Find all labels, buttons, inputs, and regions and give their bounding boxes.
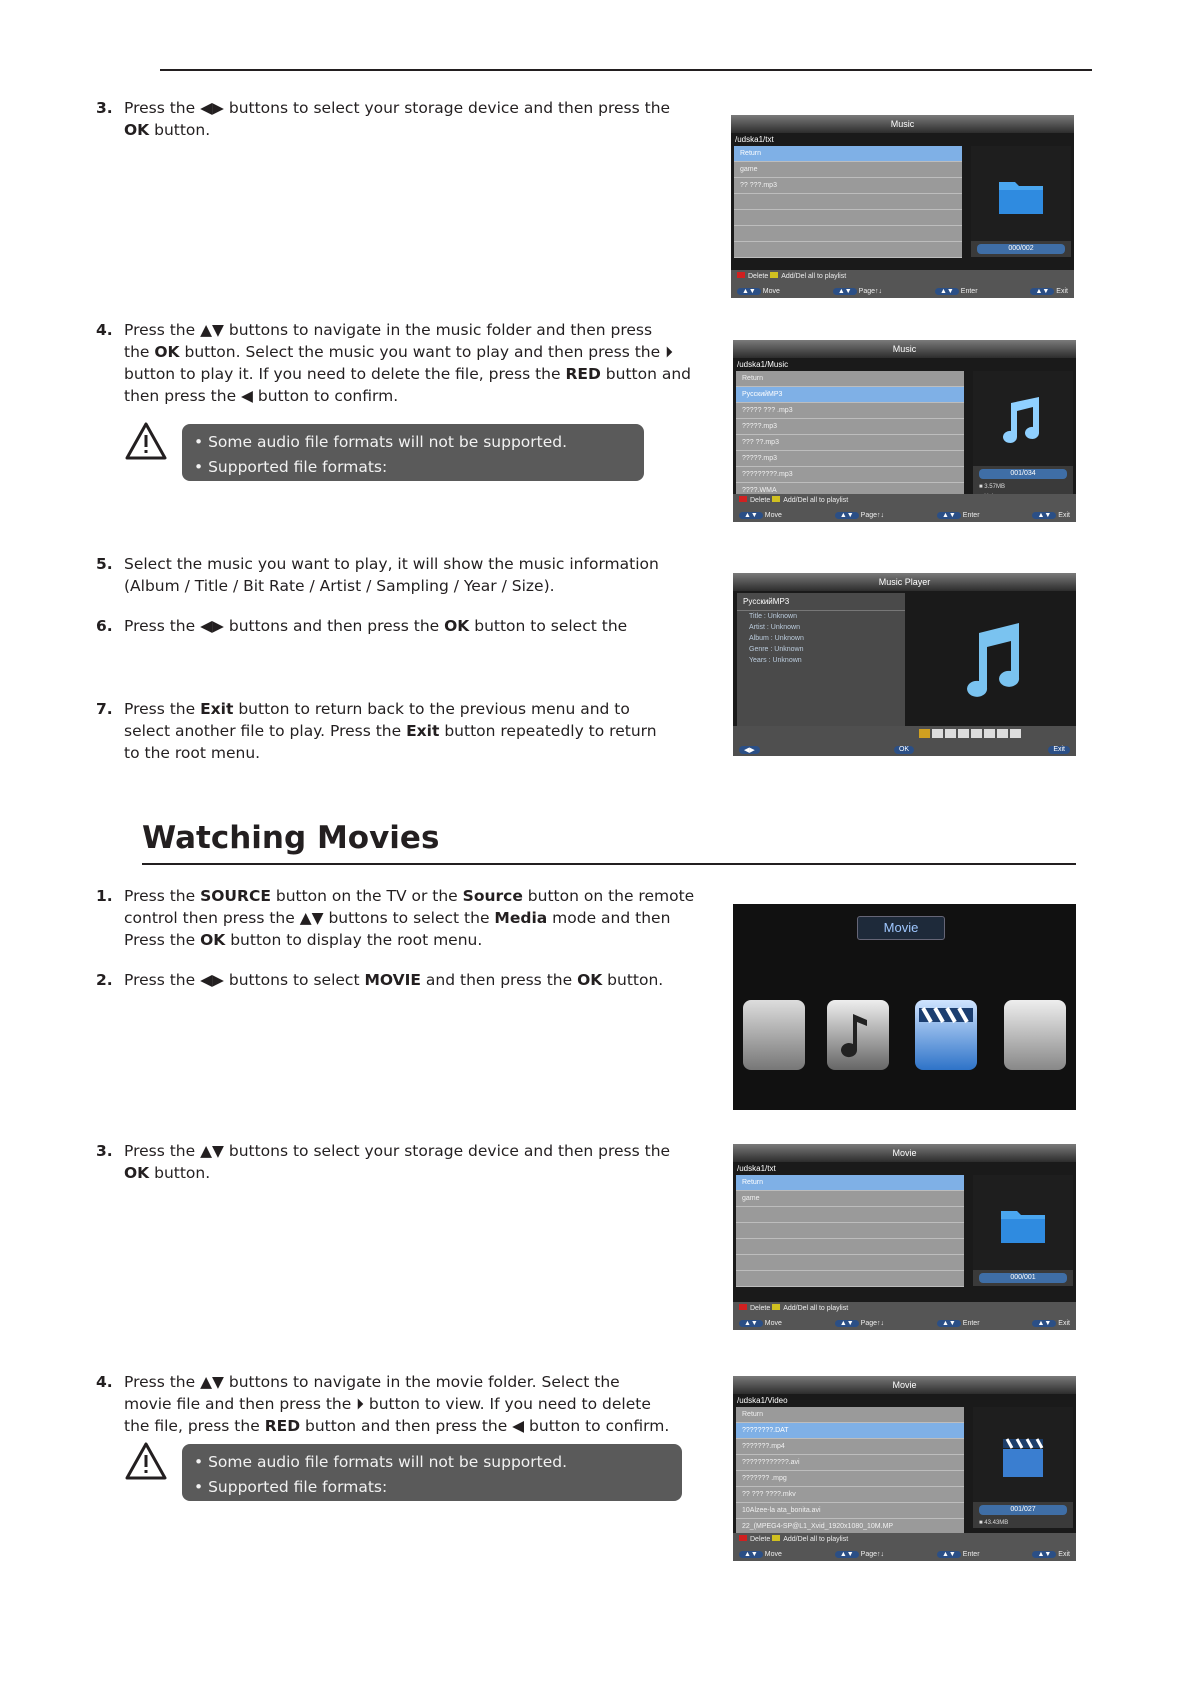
step-number: 3. — [96, 1142, 113, 1160]
file-info: ■ 3.57MB — [979, 484, 1005, 490]
step-text: Press the Exit button to return back to the previous menu and to select another file to play. Press the Exit button repeatedly to return to the root menu. — [124, 700, 657, 762]
media-menu-screenshot — [733, 904, 1076, 1110]
help-key: ▲▼ Move — [739, 1551, 782, 1558]
note-box-movie — [182, 1444, 682, 1501]
file-row: Return — [736, 1407, 964, 1423]
step-number: 1. — [96, 887, 113, 905]
help-key: ▲▼ Page↑↓ — [835, 1551, 884, 1558]
track-field: Genre : Unknown — [749, 646, 804, 653]
music-icon — [827, 1000, 889, 1070]
help-bar — [733, 494, 1076, 522]
movie-browser-screenshot-2 — [733, 1376, 1076, 1561]
preview-thumbnail — [973, 371, 1073, 466]
player-title: Music Player — [733, 573, 1076, 591]
movie-icon — [915, 1000, 977, 1070]
step-number: 2. — [96, 971, 113, 989]
file-row: game — [734, 162, 962, 178]
step-text: Press the SOURCE button on the TV or the Source button on the remote control then press the ▲▼ buttons to select the Media mode and then Press the OK button to display the root menu. — [124, 887, 695, 949]
pause-icon — [919, 729, 930, 738]
file-row — [734, 194, 962, 210]
note-line: • Supported file formats: — [194, 1478, 388, 1496]
help-keys — [739, 512, 1070, 519]
step-text: Press the ▲▼ buttons to select your storage device and then press the OK button. — [124, 1142, 671, 1182]
music-browser-screenshot-2 — [733, 340, 1076, 522]
help-key: ▲▼ Move — [739, 512, 782, 519]
rewind-icon — [945, 729, 956, 738]
music-note-icon — [909, 593, 1072, 733]
help-key: ▲▼ Page↑↓ — [835, 1320, 884, 1327]
step-number: 4. — [96, 321, 113, 339]
preview-panel — [973, 371, 1073, 512]
help-key: ▲▼ Move — [739, 1320, 782, 1327]
file-counter: 000/001 — [979, 1273, 1067, 1283]
track-field: Title : Unknown — [749, 613, 797, 620]
info-icon — [1010, 729, 1021, 738]
file-counter: 001/034 — [979, 469, 1067, 479]
preview-thumbnail — [973, 1407, 1073, 1502]
folder-path: /udska1/Music — [737, 360, 789, 369]
track-name: PyccкийMP3 — [737, 593, 905, 611]
help-bar — [733, 1302, 1076, 1330]
player-info-panel — [737, 593, 905, 733]
folder-path: /udska1/txt — [737, 1164, 776, 1173]
file-row: 22_(MPEG4-SP@L1_Xvid_1920x1080_10M.MP — [736, 1519, 964, 1535]
step-text: Press the ▲▼ buttons to navigate in the movie folder. Select the movie file and then press the ⏵ button to view. If you need to delete the file, press the RED button and then press the ◀ button to confirm. — [124, 1373, 670, 1435]
file-row: ???????.mp4 — [736, 1439, 964, 1455]
help-key: ▲▼ Page↑↓ — [835, 512, 884, 519]
folder-icon — [993, 1193, 1053, 1253]
player-controls — [733, 726, 1076, 756]
help-line: Delete Add/Del all to playlist — [737, 272, 846, 280]
exit-key: Exit — [1048, 746, 1070, 754]
file-row: ????.WMA — [736, 483, 964, 499]
move-key-icon: ◀▶ — [739, 746, 760, 754]
file-list — [736, 1175, 964, 1287]
help-bar — [731, 270, 1074, 298]
clapperboard-icon — [993, 1425, 1053, 1485]
ok-key: OK — [894, 746, 914, 754]
screen-title: Music — [731, 115, 1074, 133]
step-number: 5. — [96, 555, 113, 573]
file-row: ????????????.avi — [736, 1455, 964, 1471]
photo-icon — [743, 1000, 805, 1070]
file-row: Return — [736, 1175, 964, 1191]
help-keys — [739, 1320, 1070, 1327]
help-key: ▲▼ Exit — [1032, 512, 1069, 519]
file-counter: 001/027 — [979, 1505, 1067, 1515]
help-key: ▲▼ Page↑↓ — [833, 288, 882, 295]
help-keys — [737, 288, 1068, 295]
file-row — [736, 1223, 964, 1239]
folder-path: /udska1/txt — [735, 135, 774, 144]
file-row: ????????.DAT — [736, 1423, 964, 1439]
file-row: ?? ??? ????.mkv — [736, 1487, 964, 1503]
note-line: • Some audio file formats will not be supported. — [194, 433, 568, 451]
heading-rule — [142, 863, 1076, 865]
warning-icon — [124, 1441, 168, 1481]
help-line: Delete Add/Del all to playlist — [739, 1304, 848, 1312]
step-text: Press the ◀▶ buttons to select your storage device and then press the OK button. — [124, 99, 671, 139]
file-list — [736, 1407, 964, 1535]
step-number: 7. — [96, 700, 113, 718]
file-row — [734, 226, 962, 242]
help-key: ▲▼ Enter — [935, 288, 978, 295]
movie-browser-screenshot-1 — [733, 1144, 1076, 1330]
preview-panel — [973, 1175, 1073, 1286]
file-row: ?????????.mp3 — [736, 467, 964, 483]
preview-panel — [973, 1407, 1073, 1528]
note-line: • Supported file formats: — [194, 458, 388, 476]
file-row: game — [736, 1191, 964, 1207]
file-row — [736, 1239, 964, 1255]
file-info: ■ 43.43MB — [979, 1520, 1009, 1526]
text-icon — [1004, 1000, 1066, 1070]
file-row — [736, 1271, 964, 1287]
note-line: • Some audio file formats will not be supported. — [194, 1453, 568, 1471]
preview-thumbnail — [973, 1175, 1073, 1270]
preview-thumbnail — [971, 146, 1071, 241]
file-row: ??? ??.mp3 — [736, 435, 964, 451]
file-counter: 000/002 — [977, 244, 1065, 254]
track-field: Album : Unknown — [749, 635, 804, 642]
step-text: Press the ◀▶ buttons and then press the OK button to select the — [124, 617, 628, 635]
file-row — [734, 242, 962, 258]
help-line: Delete Add/Del all to playlist — [739, 1535, 848, 1543]
file-row — [736, 1255, 964, 1271]
track-field: Years : Unknown — [749, 657, 802, 664]
help-key: ▲▼ Exit — [1032, 1320, 1069, 1327]
track-field: Artist : Unknown — [749, 624, 800, 631]
help-keys — [739, 1551, 1070, 1558]
step-number: 6. — [96, 617, 113, 635]
album-art — [909, 593, 1072, 733]
music-note-icon — [993, 389, 1053, 449]
step-number: 4. — [96, 1373, 113, 1391]
file-row — [734, 210, 962, 226]
file-row: Return — [734, 146, 962, 162]
file-row: ?? ???.mp3 — [734, 178, 962, 194]
file-list — [736, 371, 964, 499]
warning-icon — [124, 421, 168, 461]
help-key: ▲▼ Move — [737, 288, 780, 295]
help-key: ▲▼ Enter — [937, 1551, 980, 1558]
preview-panel — [971, 146, 1071, 257]
file-row: ?????.mp3 — [736, 451, 964, 467]
top-rule — [160, 69, 1092, 71]
next-icon — [984, 729, 995, 738]
file-row: PyccкийMP3 — [736, 387, 964, 403]
help-line: Delete Add/Del all to playlist — [739, 496, 848, 504]
file-row: ??????? .mpg — [736, 1471, 964, 1487]
transport-buttons — [919, 729, 1021, 738]
screen-title: Music — [733, 340, 1076, 358]
file-row: ?????.mp3 — [736, 419, 964, 435]
file-row — [736, 1207, 964, 1223]
help-key: ▲▼ Exit — [1032, 1551, 1069, 1558]
help-bar — [733, 1533, 1076, 1561]
prev-icon — [971, 729, 982, 738]
help-key: ▲▼ Exit — [1030, 288, 1067, 295]
note-box-music — [182, 424, 644, 481]
screen-title: Movie — [733, 1144, 1076, 1162]
file-list — [734, 146, 962, 258]
menu-label: Movie — [857, 916, 945, 940]
help-key: ▲▼ Enter — [937, 512, 980, 519]
forward-icon — [958, 729, 969, 738]
file-row: Return — [736, 371, 964, 387]
folder-icon — [991, 164, 1051, 224]
help-key: ▲▼ Enter — [937, 1320, 980, 1327]
file-row: 10Alzee-la ata_bonita.avi — [736, 1503, 964, 1519]
screen-title: Movie — [733, 1376, 1076, 1394]
repeat-icon — [997, 729, 1008, 738]
music-browser-screenshot-1 — [731, 115, 1074, 298]
step-number: 3. — [96, 99, 113, 117]
step-text: Select the music you want to play, it will show the music information (Album / Title / Bit Rate / Artist / Sampling / Year / Size). — [124, 555, 659, 595]
stop-icon — [932, 729, 943, 738]
music-player-screenshot — [733, 573, 1076, 756]
section-heading: Watching Movies — [142, 820, 440, 856]
step-text: Press the ▲▼ buttons to navigate in the music folder and then press the OK button. Select the music you want to play and then press the ⏵ button to play it. If you need to delete the file, press the RED button and then press the ◀ button to confirm. — [124, 321, 691, 405]
step-text: Press the ◀▶ buttons to select MOVIE and then press the OK button. — [124, 971, 664, 989]
folder-path: /udska1/Video — [737, 1396, 788, 1405]
file-row: ????? ??? .mp3 — [736, 403, 964, 419]
